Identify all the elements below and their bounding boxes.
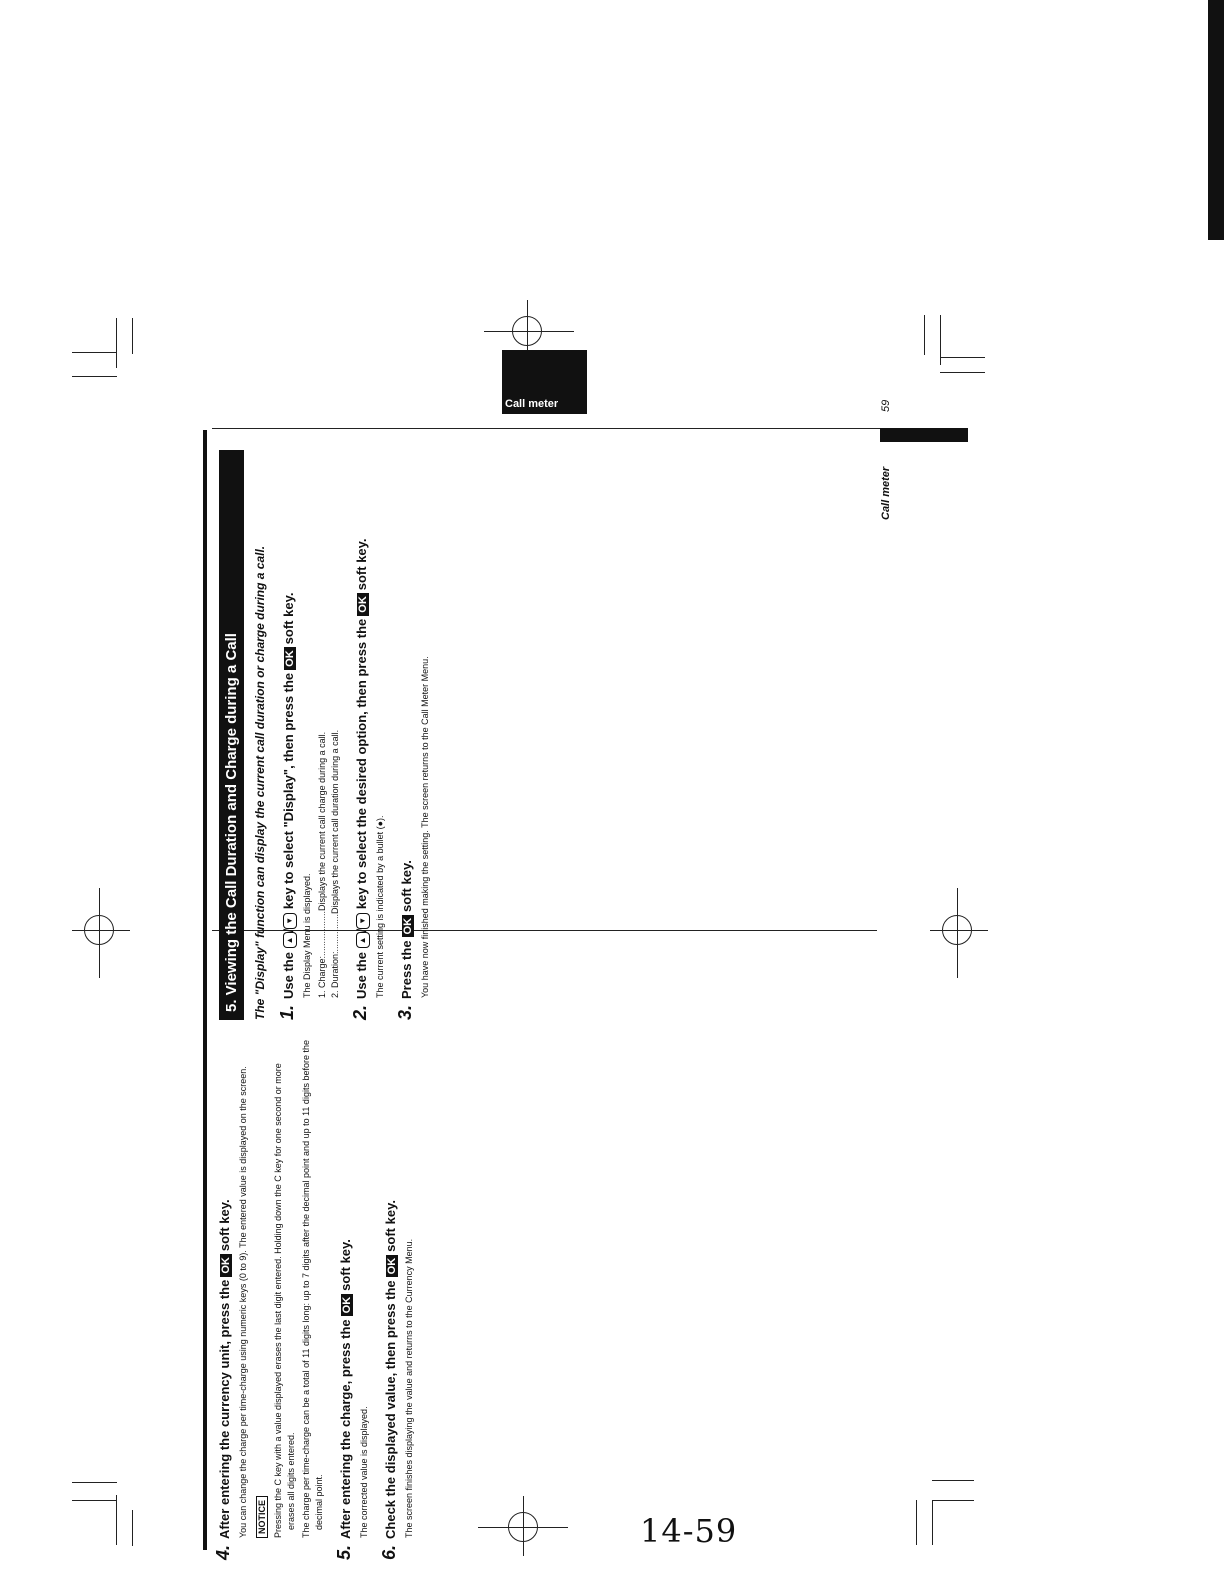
crop-mark: [72, 1482, 117, 1483]
step-1: 1.Use the ▲/▼ key to select "Display", then press theOKsoft key.: [277, 592, 297, 1020]
ok-key-icon: OK: [386, 1255, 398, 1278]
up-key-icon: ▲: [356, 932, 370, 948]
step-4: 4.After entering the currency unit, press theOKsoft key.: [213, 1199, 233, 1560]
right-column: [205, 450, 434, 1020]
down-key-icon: ▼: [356, 913, 370, 929]
crop-mark: [932, 1500, 933, 1545]
step-5: 5.After entering the charge, press theOKsoft key.: [334, 1239, 354, 1560]
registration-mark-line: [484, 331, 574, 332]
registration-mark-line: [72, 930, 130, 931]
side-tab-label: Call meter: [505, 398, 559, 410]
running-foot-page: 59: [880, 399, 892, 412]
crop-mark: [924, 315, 925, 355]
crop-mark: [72, 376, 117, 377]
crop-mark: [72, 352, 117, 353]
registration-mark-line: [930, 930, 988, 931]
crop-mark: [932, 1480, 974, 1481]
ok-key-icon: OK: [341, 1294, 353, 1317]
option-duration: 2. Duration:...............Displays the current call duration during a call.: [330, 729, 340, 998]
crop-mark: [940, 357, 985, 358]
step-3-note: You have now finished making the setting. The screen returns to the Call Meter Menu.: [420, 656, 430, 998]
ok-key-icon: OK: [284, 647, 296, 670]
footer-rule: [212, 428, 880, 429]
ok-key-icon: OK: [402, 915, 414, 938]
rotated-page-content: [205, 430, 885, 1560]
crop-mark: [132, 318, 133, 354]
notice-bullet-2: The charge per time-charge can be a total of 11 digits long: up to 7 digits after the decimal point and up to 11 digits before the decimal point.: [301, 1040, 324, 1538]
step-3: 3.Press theOKsoft key.: [395, 860, 415, 1020]
section-intro: The "Display" function can display the current call duration or charge during a call.: [253, 545, 267, 1020]
ok-key-icon: OK: [357, 593, 369, 616]
left-column: [205, 1040, 418, 1560]
running-foot-title: Call meter: [880, 466, 892, 520]
step-6: 6.Check the displayed value, then press theOKsoft key.: [379, 1200, 399, 1560]
up-key-icon: ▲: [283, 932, 297, 948]
scan-edge-bar: [1208, 0, 1224, 240]
notice-label: NOTICE: [256, 1496, 268, 1538]
step-2: 2.Use the ▲/▼ key to select the desired option, then press theOKsoft key.: [350, 538, 370, 1020]
crop-mark: [916, 1500, 917, 1545]
down-key-icon: ▼: [283, 913, 297, 929]
step-4-note: You can change the charge per time-charge using numeric keys (0 to 9). The entered value is displayed on the screen.: [238, 1066, 248, 1538]
option-charge: 1. Charge:..................Displays the current call charge during a call.: [317, 731, 327, 998]
crop-mark: [132, 1510, 133, 1546]
step-1-note: The Display Menu is displayed.: [302, 873, 312, 998]
registration-mark-line: [99, 888, 100, 978]
section-title: 5. Viewing the Call Duration and Charge during a Call: [219, 450, 244, 1020]
step-5-note: The corrected value is displayed.: [359, 1406, 369, 1538]
registration-mark-line: [957, 888, 958, 978]
step-6-note: The screen finishes displaying the value and returns to the Currency Menu.: [404, 1238, 414, 1538]
crop-mark: [116, 1495, 117, 1545]
ok-key-icon: OK: [220, 1254, 232, 1277]
crop-mark: [940, 372, 985, 373]
crop-mark: [116, 318, 117, 368]
step-2-note: The current setting is indicated by a bullet (●).: [375, 815, 385, 998]
page-footer-number: 14-59: [640, 1512, 738, 1550]
crop-mark: [932, 1500, 974, 1501]
crop-mark: [72, 1500, 117, 1501]
notice-bullet-1: Pressing the C key with a value displayed erases the last digit entered. Holding down the C key for one second or more erases all digits entered.: [273, 1063, 296, 1538]
